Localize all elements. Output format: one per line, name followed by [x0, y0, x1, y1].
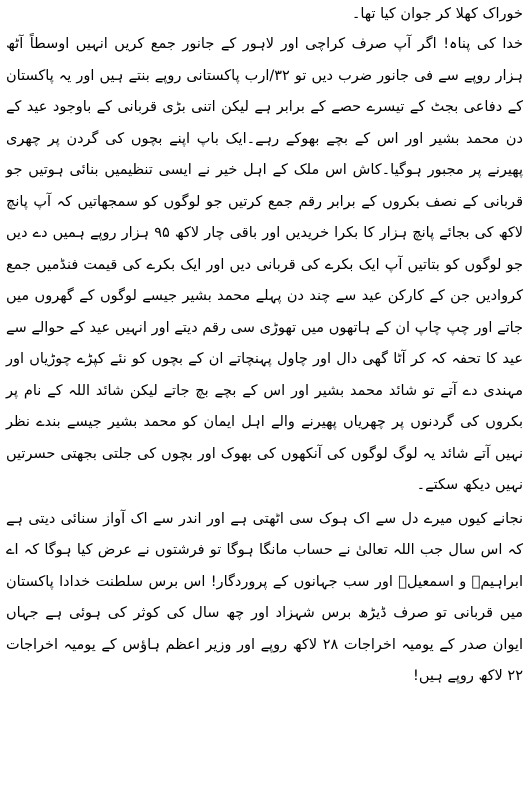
article-paragraph-2: نجانے کیوں میرے دل سے اک ہوک سی اٹھتی ہے اور اندر سے اک آواز سنائی دیتی ہے کہ اس سال جب اللہ تعالیٰ نے حساب مانگا ہوگا تو فرشتوں نے عرض کیا ہوگا کہ اے ابراہیمؑ و اسمعیلؑ اور سب جہانوں کے پروردگار! اس برس سلطنت خدادا پاکستان میں قربانی تو صرف ڈیڑھ برس شہزاد اور چھ سال کی کوثر کی ہوئی ہے جہاں ایوان صدر کے یومیہ اخراجات ۲۸ لاکھ روپے اور وزیر اعظم ہاؤس کے یومیہ اخراجات ۲۲ لاکھ روپے ہیں!: [6, 510, 523, 684]
article-paragraph-1: خدا کی پناہ! اگر آپ صرف کراچی اور لاہور کے جانور جمع کریں انہیں اوسطاً آٹھ ہزار روپے سے فی جانور ضرب دیں تو ۳۲/ارب پاکستانی روپے بنتے ہیں اور یہ پاکستان کے دفاعی بجٹ کے تیسرے حصے کے برابر ہے لیکن اتنی بڑی قربانی کے باوجود عید کے دن محمد بشیر اور اس کے بچے بھوکے رہے۔ایک باپ اپنے بچوں کی گردن پر چھری پھیرنے پر مجبور ہوگیا۔کاش اس ملک کے اہل خیر نے ایسی تنظیمیں بنائی ہوتیں جو قربانی کے نصف بکروں کے برابر رقم جمع کرتیں جو لوگوں کو سمجھاتیں کہ آپ پانچ لاکھ کی بجائے پانچ ہزار کا بکرا خریدیں اور باقی چار لاکھ ۹۵ ہزار روپے ہمیں دے دیں جو لوگوں کو بتاتیں آپ ایک بکرے کی قربانی دیں اور ایک بکرے کی قیمت فنڈمیں جمع کروادیں جن کے کارکن عید سے چند دن پہلے محمد بشیر جیسے لوگوں کے گھروں میں جاتے اور چپ چاپ ان کے ہاتھوں میں تھوڑی سی رقم دیتے اور انہیں عید کے حوالے سے عید کا تحفہ کہ کر آٹا گھی دال اور چاول پہنچاتے ان کے بچوں کو نئے کپڑے چوڑیاں اور مہندی دے آتے تو شائد محمد بشیر اور اس کے بچے بچ جاتے لیکن شائد اللہ کے نام پر بکروں کی گردنوں پر چھریاں پھیرنے والے اہل ایمان کو محمد بشیر جیسے بندے نظر نہیں آتے شائد یہ لوگ لوگوں کی آنکھوں کی بھوک اور بچوں کی جلتی بجھتی حسرتیں نہیں دیکھ سکتے۔: [6, 36, 523, 493]
article-heading: خوراک کھلا کر جوان کیا تھا۔: [351, 6, 523, 22]
